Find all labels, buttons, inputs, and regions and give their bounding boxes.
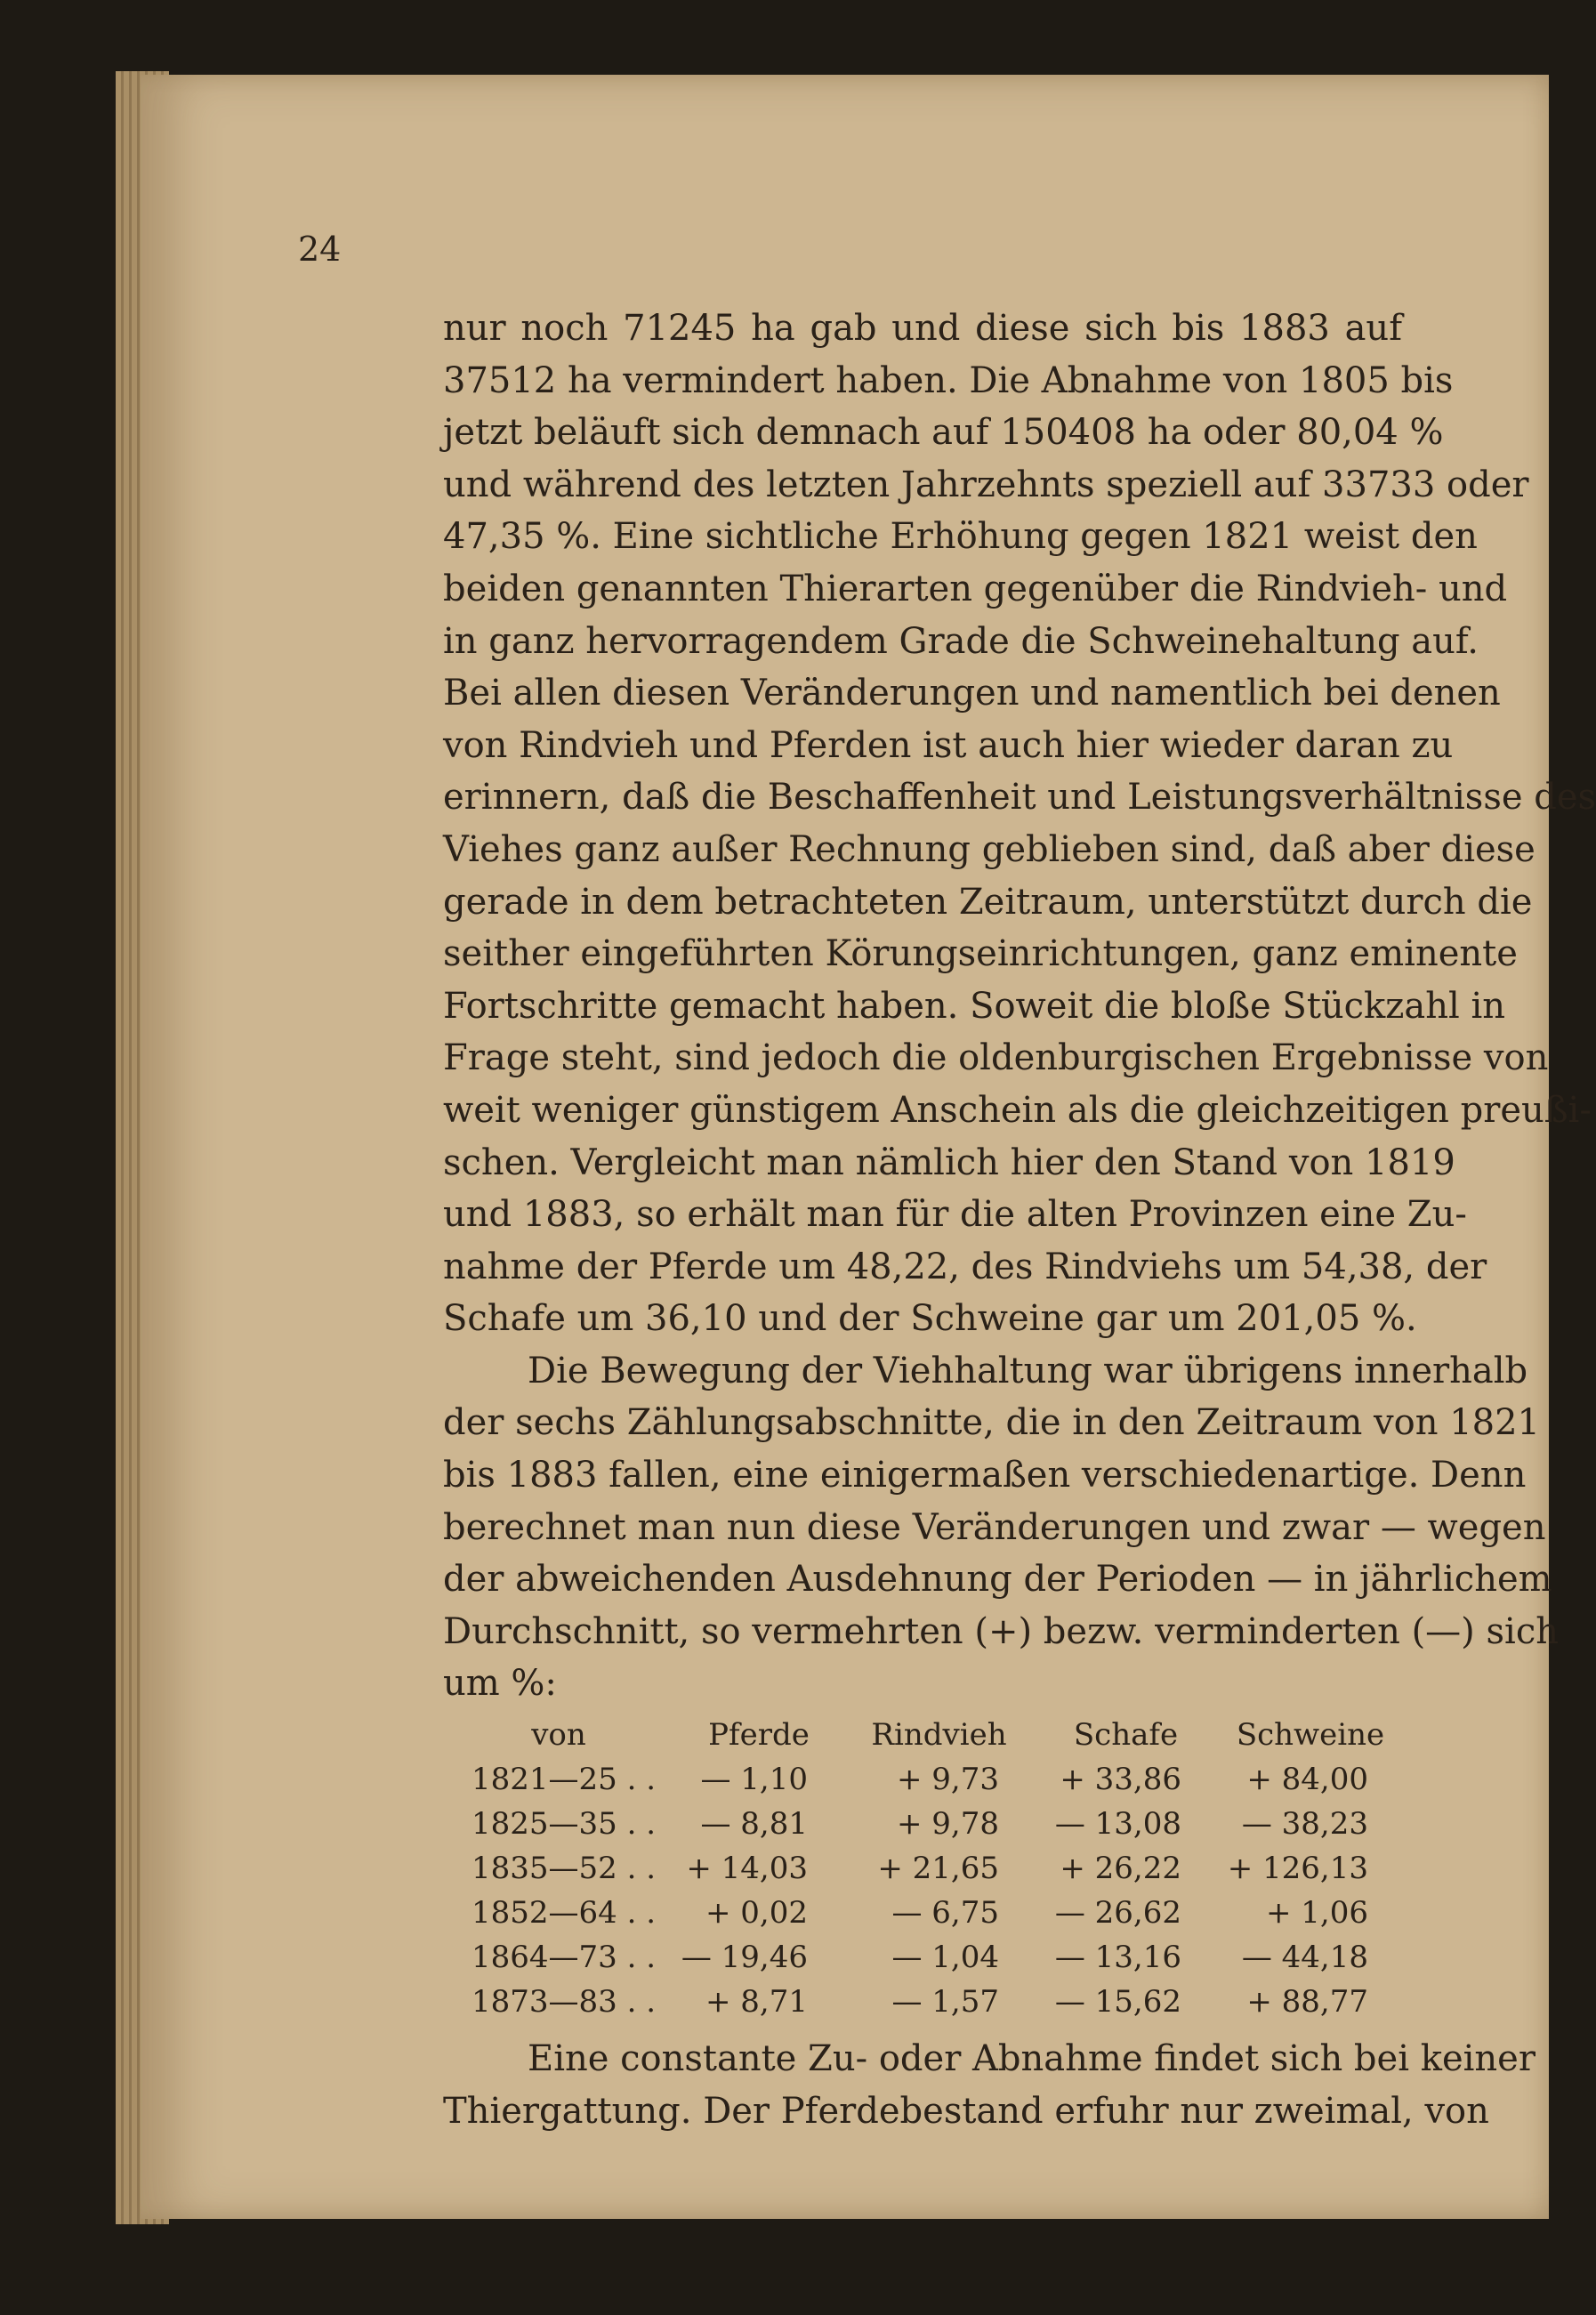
text-line: nur noch 71245 ha gab und diese sich bis 1883 auf <box>443 308 1402 349</box>
table-cell: 1835—52 . . <box>472 1851 657 1886</box>
table-row <box>443 1846 1404 1891</box>
text-line: berechnet man nun diese Veränderungen und zwar — wegen <box>443 1506 1546 1548</box>
table-cell: — 6,75 <box>891 1895 999 1931</box>
column-header: Pferde <box>708 1717 810 1753</box>
text-line: von Rindvieh und Pferden ist auch hier wieder daran zu <box>443 724 1454 766</box>
table-cell: — 1,10 <box>700 1762 808 1797</box>
livestock-change-table <box>443 1713 1404 2024</box>
column-header: Schweine <box>1236 1717 1385 1753</box>
text-line: schen. Vergleicht man nämlich hier den Stand von 1819 <box>443 1141 1455 1183</box>
table-cell: + 26,22 <box>1060 1851 1181 1886</box>
table-row <box>443 1935 1404 1980</box>
text-line: Bei allen diesen Veränderungen und namentlich bei denen <box>443 673 1501 714</box>
text-line: 37512 ha vermindert haben. Die Abnahme von 1805 bis <box>443 359 1454 401</box>
text-line: Thiergattung. Der Pferdebestand erfuhr nur zweimal, von <box>443 2090 1489 2132</box>
table-cell: + 0,02 <box>705 1895 808 1931</box>
table-cell: — 15,62 <box>1054 1984 1181 2020</box>
text-line: Fortschritte gemacht haben. Soweit die bloße Stückzahl in <box>443 985 1506 1027</box>
text-line: Die Bewegung der Viehhaltung war übrigens innerhalb <box>528 1350 1528 1391</box>
table-cell: — 38,23 <box>1241 1806 1368 1842</box>
table-cell: — 1,57 <box>891 1984 999 2020</box>
column-header: Schafe <box>1073 1717 1179 1753</box>
text-line: um %: <box>443 1663 557 1705</box>
text-line: erinnern, daß die Beschaffenheit und Leistungsverhältnisse des <box>443 777 1596 819</box>
text-line: nahme der Pferde um 48,22, des Rindviehs um 54,38, der <box>443 1246 1487 1287</box>
table-cell: — 19,46 <box>681 1940 808 1975</box>
body-text <box>443 302 1596 1710</box>
text-line: Viehes ganz außer Rechnung geblieben sind, daß aber diese <box>443 828 1536 870</box>
table-cell: + 9,78 <box>897 1806 999 1842</box>
table-cell: 1852—64 . . <box>472 1895 657 1931</box>
text-line: 47,35 %. Eine sichtliche Erhöhung gegen 1821 weist den <box>443 516 1478 558</box>
table-cell: 1825—35 . . <box>472 1806 657 1842</box>
text-line: Schafe um 36,10 und der Schweine gar um 201,05 %. <box>443 1298 1417 1340</box>
table-cell: — 13,16 <box>1054 1940 1181 1975</box>
table-cell: + 126,13 <box>1227 1851 1368 1886</box>
column-header: von <box>531 1717 586 1753</box>
table-row <box>443 1757 1404 1802</box>
table-cell: 1821—25 . . <box>472 1762 657 1797</box>
text-line: beiden genannten Thierarten gegenüber die Rindvieh- und <box>443 568 1508 609</box>
text-line: jetzt beläuft sich demnach auf 150408 ha oder 80,04 % <box>443 412 1444 454</box>
text-line: Eine constante Zu- oder Abnahme findet sich bei keiner <box>528 2038 1536 2079</box>
table-cell: + 21,65 <box>877 1851 999 1886</box>
column-header: Rindvieh <box>871 1717 1007 1753</box>
table-row <box>443 1891 1404 1935</box>
table-cell: + 33,86 <box>1060 1762 1181 1797</box>
text-line: seither eingeführten Körungseinrichtungen, ganz eminente <box>443 933 1518 975</box>
table-cell: + 9,73 <box>897 1762 999 1797</box>
table-row <box>443 1980 1404 2024</box>
text-line: in ganz hervorragendem Grade die Schweinehaltung auf. <box>443 620 1479 662</box>
table-cell: — 8,81 <box>700 1806 808 1842</box>
text-line: und 1883, so erhält man für die alten Provinzen eine Zu- <box>443 1194 1467 1236</box>
table-cell: — 1,04 <box>891 1940 999 1975</box>
table-cell: + 1,06 <box>1266 1895 1368 1931</box>
table-cell: + 14,03 <box>686 1851 808 1886</box>
table-cell: — 44,18 <box>1241 1940 1368 1975</box>
table-cell: — 13,08 <box>1054 1806 1181 1842</box>
table-cell: + 84,00 <box>1246 1762 1368 1797</box>
table-cell: + 8,71 <box>705 1984 808 2020</box>
text-line: Durchschnitt, so vermehrten (+) bezw. verminderten (—) sich <box>443 1610 1559 1652</box>
text-line: der sechs Zählungsabschnitte, die in den Zeitraum von 1821 <box>443 1402 1540 1444</box>
text-line: gerade in dem betrachteten Zeitraum, unterstützt durch die <box>443 881 1533 923</box>
table-cell: 1864—73 . . <box>472 1940 657 1975</box>
page-number: 24 <box>298 230 342 269</box>
text-line: Frage steht, sind jedoch die oldenburgischen Ergebnisse von <box>443 1037 1549 1079</box>
table-cell: — 26,62 <box>1054 1895 1181 1931</box>
table-cell: 1873—83 . . <box>472 1984 657 2020</box>
table-row <box>443 1802 1404 1846</box>
closing-text <box>443 2033 1536 2137</box>
text-line: der abweichenden Ausdehnung der Perioden — in jährlichem <box>443 1559 1552 1601</box>
text-line: und während des letzten Jahrzehnts speziell auf 33733 oder <box>443 464 1529 505</box>
text-line: bis 1883 fallen, eine einigermaßen verschiedenartige. Denn <box>443 1455 1527 1496</box>
table-cell: + 88,77 <box>1246 1984 1368 2020</box>
text-line: weit weniger günstigem Anschein als die gleichzeitigen preußi- <box>443 1089 1592 1131</box>
